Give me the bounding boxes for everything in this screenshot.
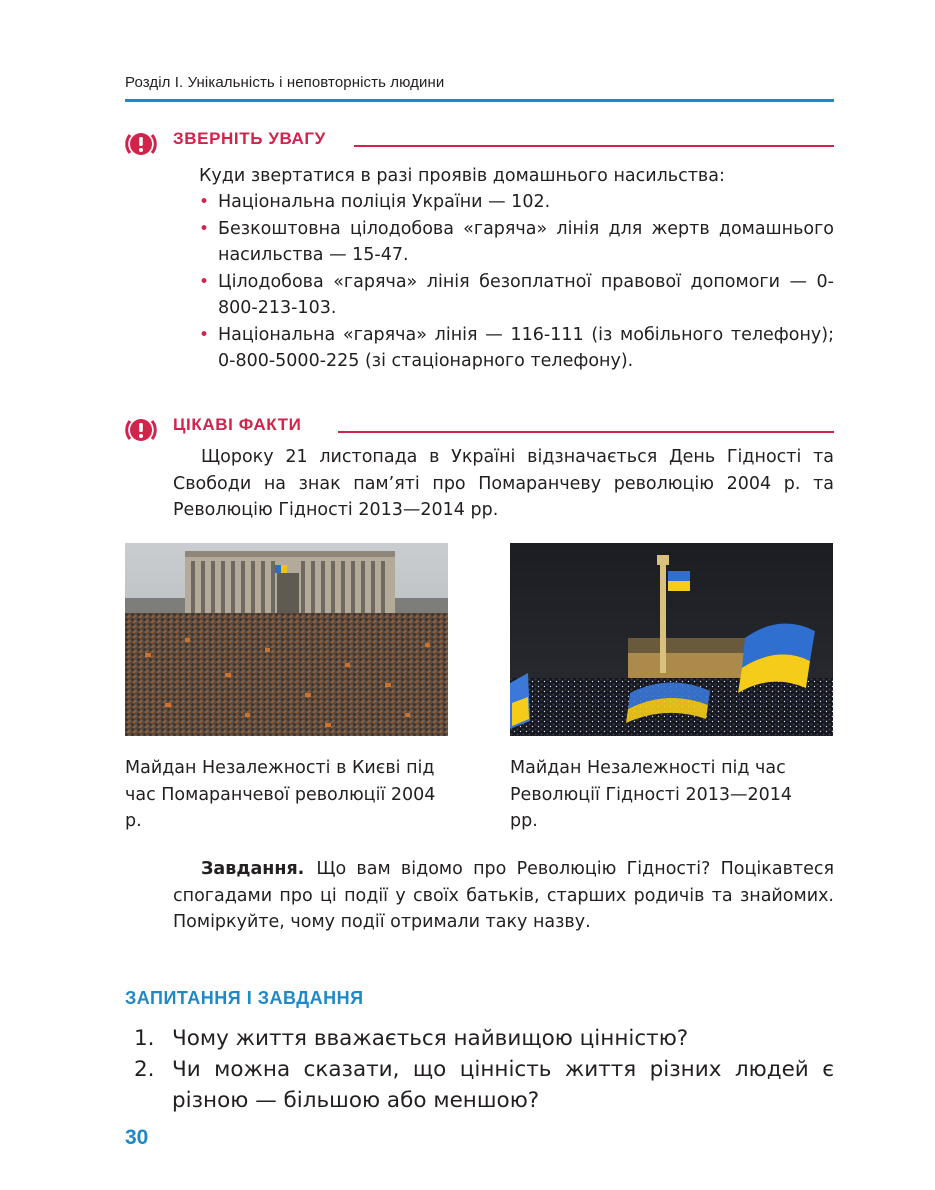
questions-list [134,1023,834,1116]
notice-title: ЗВЕРНІТЬ УВАГУ [173,129,326,148]
question-number: 1. [134,1026,155,1051]
task-text: Що вам відомо про Революцію Гідності? Поцікавтеся спогадами про ці події у своїх батьків, старших родичів та знайомих. Поміркуйте, чому події отримали таку назву. [173,859,834,932]
bullet-icon: • [199,271,210,292]
facts-title: ЦІКАВІ ФАКТИ [173,415,302,434]
question-number: 2. [134,1057,155,1082]
bullet-icon: • [199,324,210,345]
exclamation-icon [124,127,158,161]
notice-list [199,189,834,375]
facts-text: Щороку 21 листопада в Україні відзначається День Гідності та Свободи на знак пам’яті про Помаранчеву революцію 2004 р. та Революцію Гідності 2013—2014 рр. [173,447,834,520]
task-paragraph [173,856,834,936]
page-number: 30 [125,1126,149,1149]
question-text: Чому життя вважається найвищою цінністю? [172,1026,689,1051]
question-item [134,1023,834,1054]
list-item: • Цілодобова «гаряча» лінія безоплатної правової допомоги — 0-800-213-103. [199,269,834,322]
right-photo-caption: Майдан Незалежності під час Революції Гідності 2013—2014 рр. [510,758,793,831]
facts-title-rule [338,431,834,433]
list-item: • Безкоштовна цілодобова «гаряча» лінія для жертв домашнього насильства — 15-47. [199,216,834,269]
exclamation-icon [124,413,158,447]
notice-title-rule [354,145,834,147]
list-item: • Національна «гаряча» лінія — 116-111 (із мобільного телефону); 0-800-5000-225 (зі стаціонарного телефону). [199,322,834,375]
revolution-of-dignity-photo [510,543,833,736]
header-divider [125,99,834,102]
left-photo-caption: Майдан Незалежності в Києві під час Помаранчевої революції 2004 р. [125,758,436,831]
question-text: Чи можна сказати, що цінність життя різних людей є різною — більшою або меншою? [172,1057,834,1113]
task-label: Завдання. [201,859,305,879]
notice-intro: Куди звертатися в разі проявів домашнього насильства: [199,166,725,186]
question-item [134,1054,834,1116]
orange-revolution-photo [125,543,448,736]
questions-heading: ЗАПИТАННЯ І ЗАВДАННЯ [125,988,364,1008]
list-item: • Національна поліція України — 102. [199,189,834,216]
bullet-icon: • [199,218,210,239]
bullet-icon: • [199,192,210,212]
running-header: Розділ І. Унікальність і неповторність людини [125,74,445,91]
